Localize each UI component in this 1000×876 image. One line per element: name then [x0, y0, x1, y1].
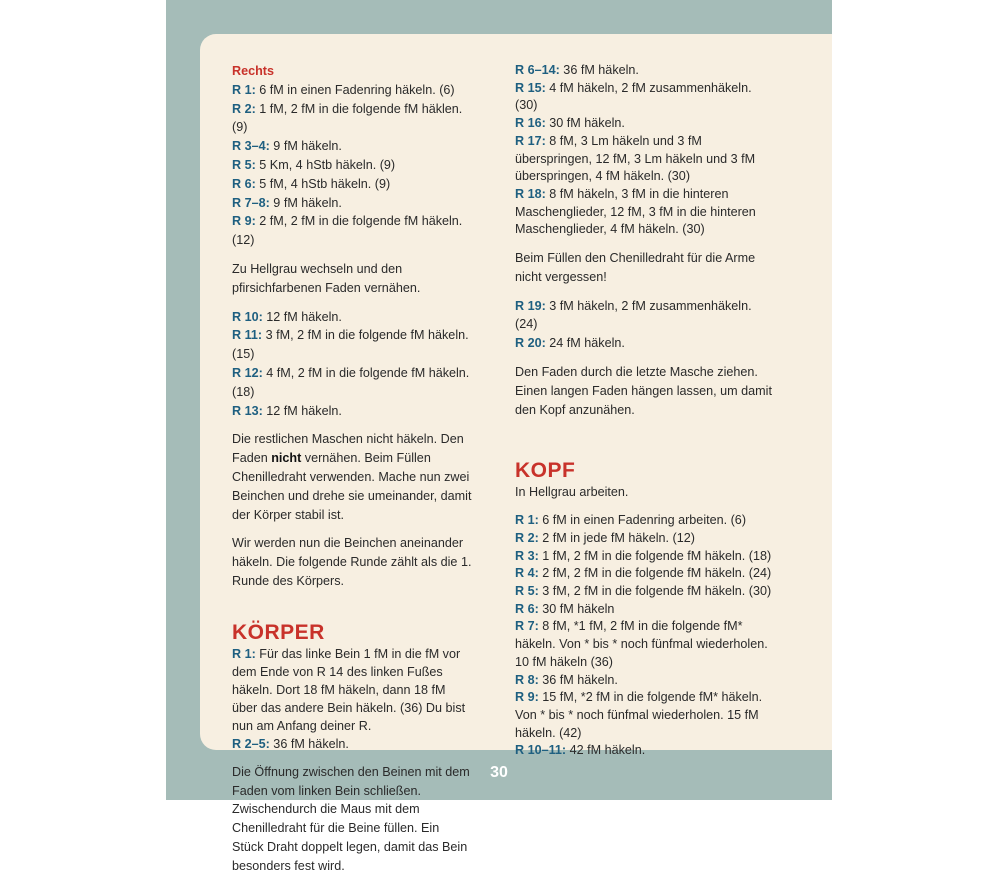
- koerper-rows-2: [515, 297, 773, 353]
- rechts-rows: [232, 81, 472, 250]
- list-item: R 4: 2 fM, 2 fM in die folgende fM häkeln. (24): [515, 566, 772, 581]
- list-item: R 3–4: 9 fM häkeln.: [232, 139, 342, 154]
- list-item: R 9: 15 fM, *2 fM in die folgende fM* häkeln. Von * bis * noch fünfmal wiederholen. 15 fM häkeln. (42): [515, 690, 763, 740]
- paragraph: Den Faden durch die letzte Masche ziehen. Einen langen Faden hängen lassen, um damit den Kopf anzunähen.: [515, 365, 772, 417]
- list-item: R 1: Für das linke Bein 1 fM in die fM vor dem Ende von R 14 des linken Fußes häkeln. Dort 18 fM häkeln, dann 18 fM über das andere Bein häkeln. (36) Du bist nun am Anfang deiner R.: [232, 646, 466, 733]
- list-item: R 20: 24 fM häkeln.: [515, 336, 625, 351]
- left-column: [232, 62, 472, 876]
- list-item: R 7–8: 9 fM häkeln.: [232, 195, 342, 210]
- paragraph: Wir werden nun die Beinchen aneinander häkeln. Die folgende Runde zählt als die 1. Runde des Körpers.: [232, 536, 472, 588]
- paragraph: In Hellgrau arbeiten.: [515, 485, 629, 500]
- paragraph: Die restlichen Maschen nicht häkeln. Den Faden nicht vernähen. Beim Füllen Chenilledraht verwenden. Mache nun zwei Beinchen und drehe sie umeinander, damit der Körper stabil ist.: [232, 432, 472, 522]
- list-item: R 10: 12 fM häkeln.: [232, 309, 342, 324]
- kopf-rows: [515, 512, 773, 760]
- list-item: R 7: 8 fM, *1 fM, 2 fM in die folgende fM* häkeln. Von * bis * noch fünfmal wiederholen. 10 fM häkeln (36): [515, 619, 768, 669]
- section-subheading-rechts: Rechts: [232, 64, 274, 78]
- koerper-rows-cont: [515, 62, 773, 239]
- list-item: R 8: 36 fM häkeln.: [515, 672, 618, 687]
- list-item: R 2: 2 fM in jede fM häkeln. (12): [515, 530, 695, 545]
- section-heading-koerper: KÖRPER: [232, 620, 325, 644]
- list-item: R 5: 5 Km, 4 hStb häkeln. (9): [232, 157, 396, 172]
- list-item: R 2–5: 36 fM häkeln.: [232, 736, 349, 751]
- list-item: R 1: 6 fM in einen Fadenring häkeln. (6): [232, 82, 455, 97]
- list-item: R 18: 8 fM häkeln, 3 fM in die hinteren Maschenglieder, 12 fM, 3 fM in die hinteren Maschenglieder, 4 fM häkeln. (30): [515, 186, 756, 237]
- list-item: R 6: 30 fM häkeln: [515, 601, 615, 616]
- list-item: R 9: 2 fM, 2 fM in die folgende fM häkeln. (12): [232, 214, 463, 248]
- list-item: R 13: 12 fM häkeln.: [232, 403, 342, 418]
- page-background: [166, 0, 832, 873]
- list-item: R 2: 1 fM, 2 fM in die folgende fM häklen. (9): [232, 101, 463, 135]
- list-item: R 12: 4 fM, 2 fM in die folgende fM häkeln. (18): [232, 365, 470, 399]
- list-item: R 5: 3 fM, 2 fM in die folgende fM häkeln. (30): [515, 584, 772, 599]
- section-heading-kopf: KOPF: [515, 459, 576, 483]
- page-number: 30: [490, 764, 508, 781]
- right-column: [515, 62, 773, 760]
- list-item: R 3: 1 fM, 2 fM in die folgende fM häkeln. (18): [515, 548, 772, 563]
- content-card: [200, 34, 832, 873]
- rechts-rows-2: [232, 308, 472, 421]
- list-item: R 16: 30 fM häkeln.: [515, 116, 625, 131]
- list-item: R 1: 6 fM in einen Fadenring arbeiten. (6): [515, 513, 747, 528]
- list-item: R 10–11: 42 fM häkeln.: [515, 743, 646, 758]
- list-item: R 15: 4 fM häkeln, 2 fM zusammenhäkeln. (30): [515, 80, 752, 113]
- paragraph: Zu Hellgrau wechseln und den pfirsichfarbenen Faden vernähen.: [232, 261, 421, 295]
- list-item: R 11: 3 fM, 2 fM in die folgende fM häkeln. (15): [232, 328, 469, 362]
- list-item: R 17: 8 fM, 3 Lm häkeln und 3 fM überspringen, 12 fM, 3 Lm häkeln und 3 fM überspringen, 4 fM häkeln. (30): [515, 133, 756, 184]
- list-item: R 19: 3 fM häkeln, 2 fM zusammenhäkeln. (24): [515, 298, 752, 332]
- list-item: R 6: 5 fM, 4 hStb häkeln. (9): [232, 176, 391, 191]
- paragraph: Die Öffnung zwischen den Beinen mit dem Faden vom linken Bein schließen. Zwischendurch die Maus mit dem Chenilledraht für die Beine füllen. Ein Stück Draht doppelt legen, damit das Bein besonders fest wird.: [232, 764, 470, 873]
- paragraph: Beim Füllen den Chenilledraht für die Arme nicht vergessen!: [515, 251, 756, 284]
- koerper-rows: [232, 645, 472, 753]
- list-item: R 6–14: 36 fM häkeln.: [515, 63, 639, 77]
